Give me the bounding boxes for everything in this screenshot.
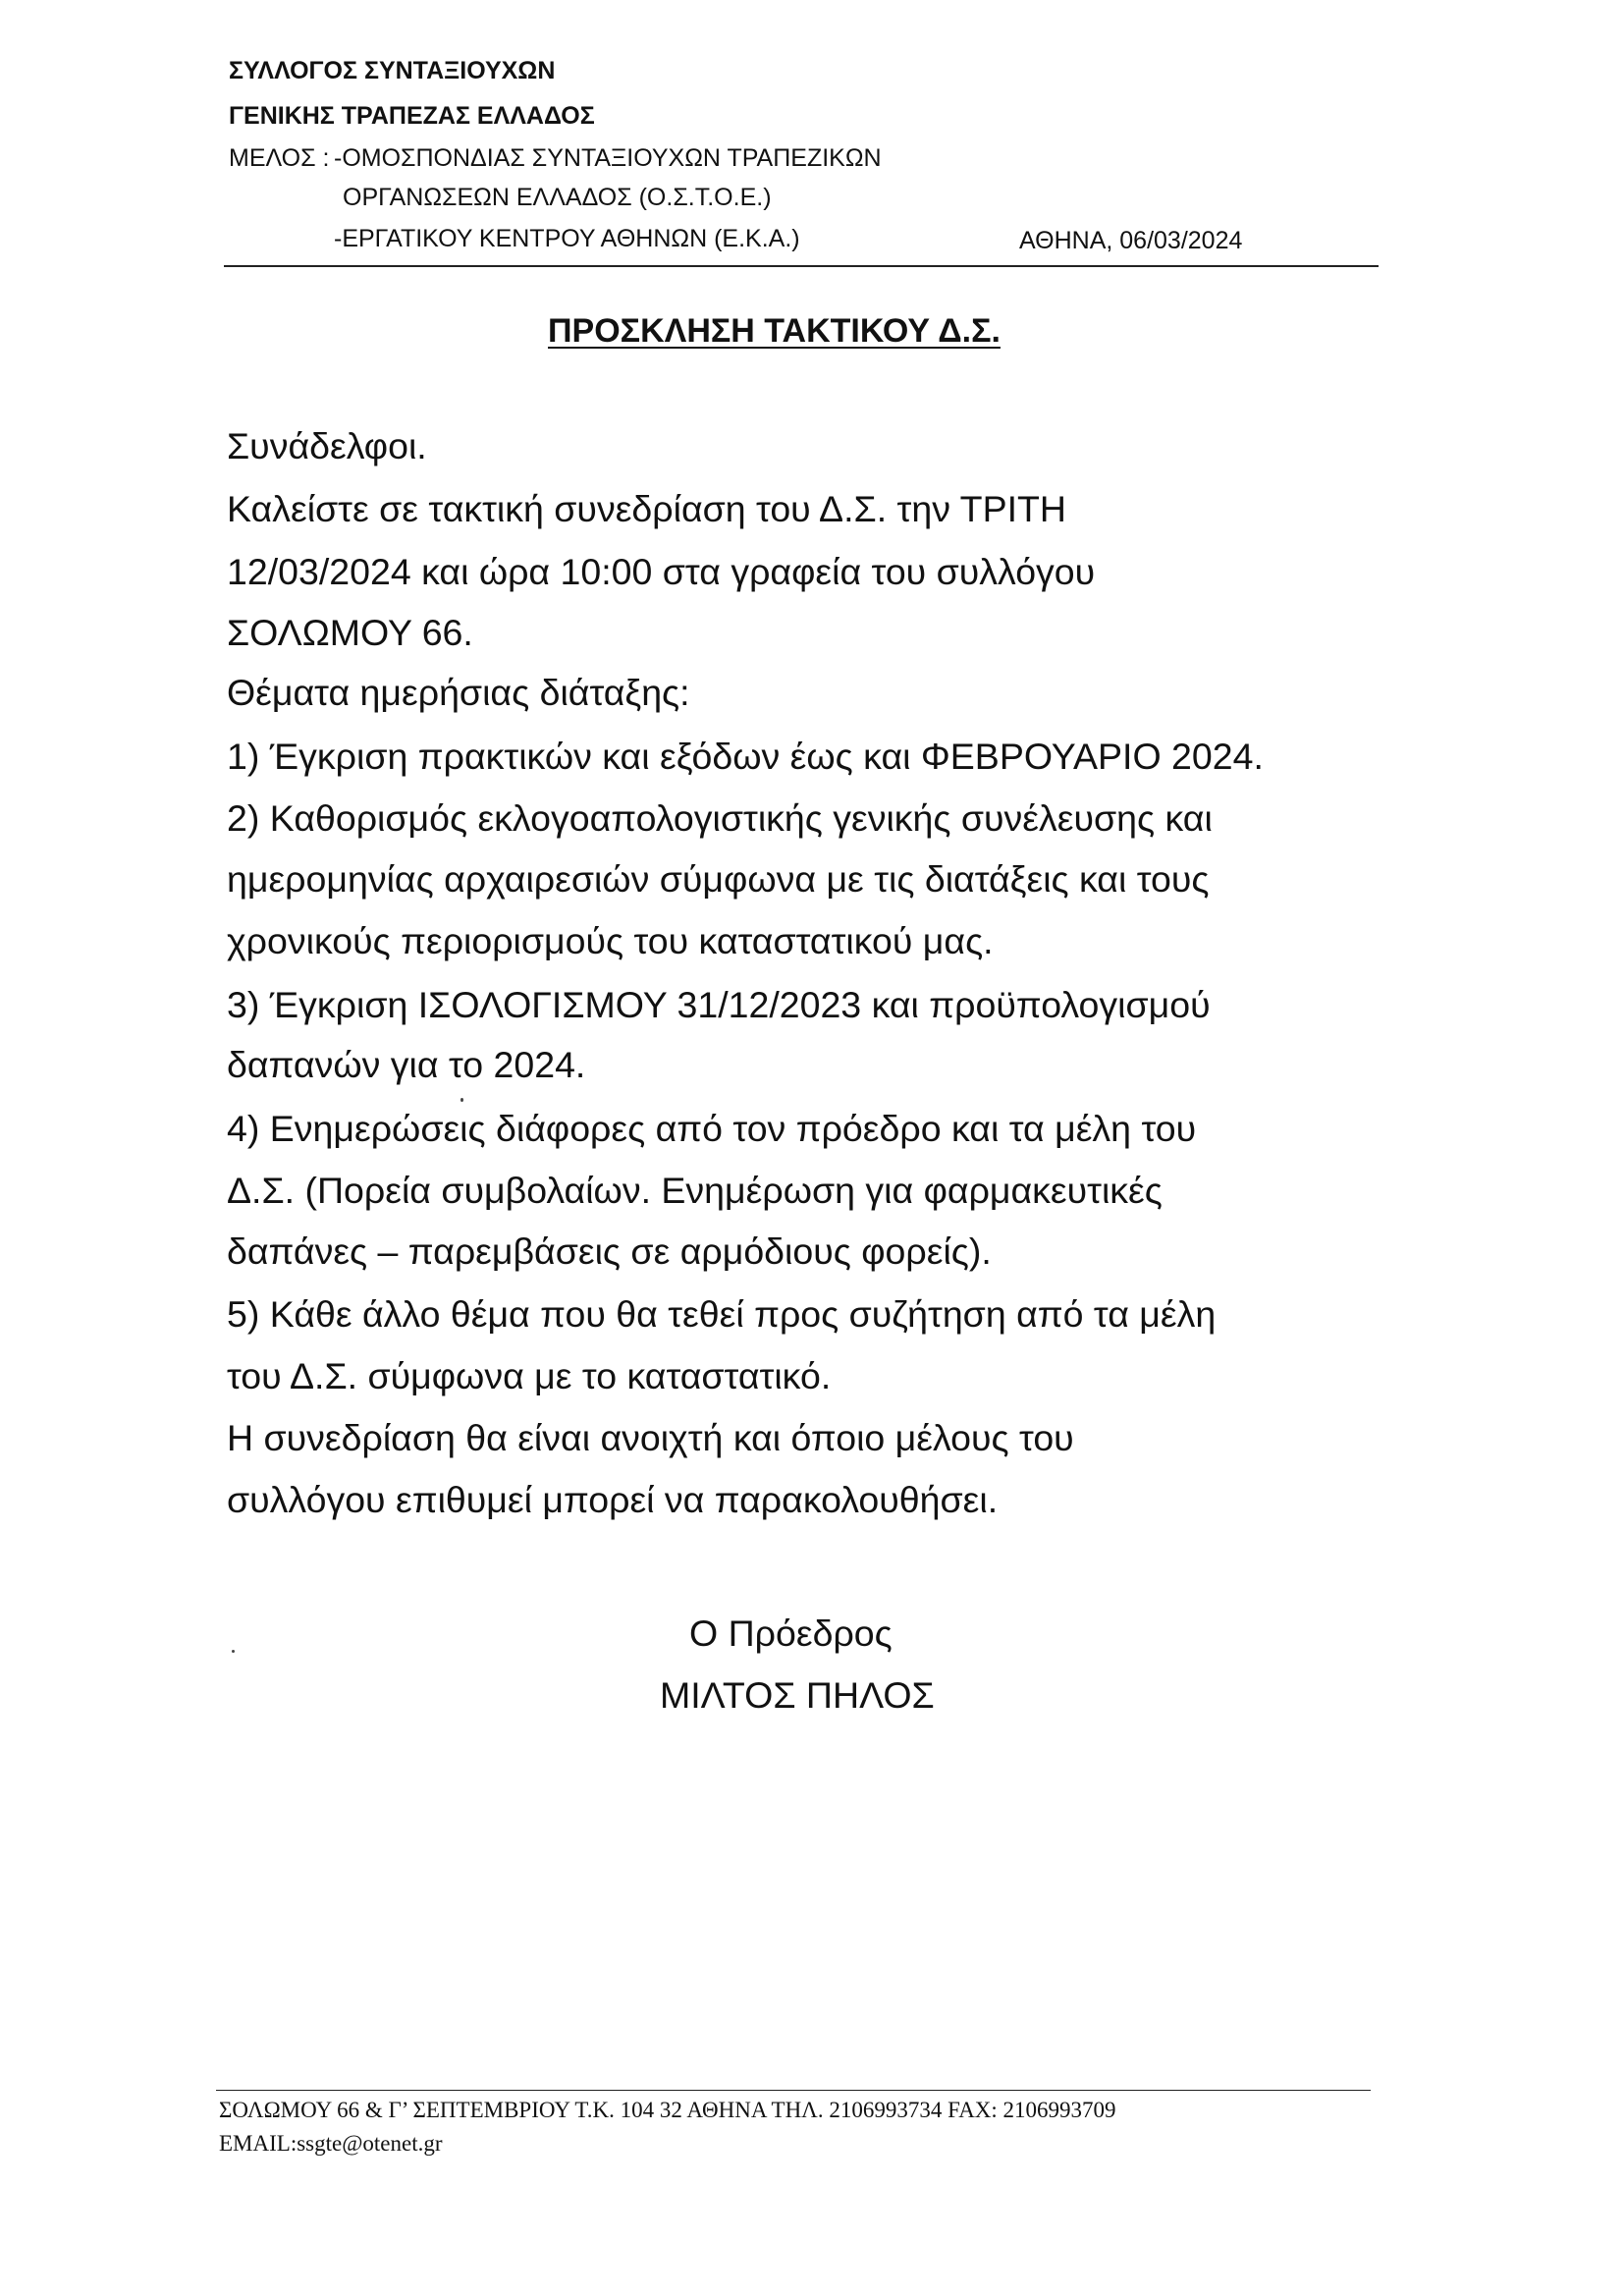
scan-speck	[460, 1098, 463, 1102]
agenda-item-continued: του Δ.Σ. σύμφωνα με το καταστατικό.	[227, 1355, 832, 1396]
signatory-name: ΜΙΛΤΟΣ ΠΗΛΟΣ	[660, 1674, 935, 1716]
footer-address: ΣΟΛΩΜΟΥ 66 & Γ’ ΣΕΠΤΕΜΒΡΙΟΥ Τ.Κ. 104 32 ΑΘΗΝΑ ΤΗΛ. 2106993734 FAX: 2106993709	[219, 2098, 1116, 2122]
scan-speck	[232, 1650, 235, 1653]
agenda-heading: Θέματα ημερήσιας διάταξης:	[227, 672, 690, 713]
member-organization-1-continued: ΟΡΓΑΝΩΣΕΩΝ ΕΛΛΑΔΟΣ (Ο.Σ.Τ.Ο.Ε.)	[343, 184, 772, 211]
member-organization-2: -ΕΡΓΑΤΙΚΟΥ ΚΕΝΤΡΟΥ ΑΘΗΝΩΝ (Ε.Κ.Α.)	[334, 225, 800, 252]
closing-line: Η συνεδρίαση θα είναι ανοιχτή και όποιο μέλους του	[227, 1417, 1074, 1458]
body-greeting: Συνάδελφοι.	[227, 425, 427, 466]
agenda-item: 5) Κάθε άλλο θέμα που θα τεθεί προς συζήτηση από τα μέλη	[227, 1293, 1217, 1335]
body-line: 12/03/2024 και ώρα 10:00 στα γραφεία του συλλόγου	[227, 551, 1096, 592]
agenda-item-continued: Δ.Σ. (Πορεία συμβολαίων. Ενημέρωση για φαρμακευτικές	[227, 1170, 1163, 1211]
agenda-item-continued: χρονικούς περιορισμούς του καταστατικού μας.	[227, 920, 994, 961]
body-line: Καλείστε σε τακτική συνεδρίαση του Δ.Σ. την ΤΡΙΤΗ	[227, 488, 1067, 529]
agenda-item: 1) Έγκριση πρακτικών και εξόδων έως και ΦΕΒΡΟΥΑΡΙΟ 2024.	[227, 736, 1264, 777]
agenda-item-continued: ημερομηνίας αρχαιρεσιών σύμφωνα με τις διατάξεις και τους	[227, 858, 1210, 900]
agenda-item: 4) Ενημερώσεις διάφορες από τον πρόεδρο και τα μέλη του	[227, 1108, 1197, 1149]
footer-divider	[216, 2090, 1371, 2091]
signatory-title: Ο Πρόεδρος	[689, 1613, 893, 1654]
header-divider	[224, 265, 1379, 267]
agenda-item-continued: δαπανών για το 2024.	[227, 1044, 586, 1085]
organization-name-line2: ΓΕΝΙΚΗΣ ΤΡΑΠΕΖΑΣ ΕΛΛΑΔΟΣ	[229, 102, 595, 130]
document-date: ΑΘΗΝΑ, 06/03/2024	[1019, 227, 1243, 254]
member-label: ΜΕΛΟΣ :	[229, 144, 330, 172]
footer-email: EMAIL:ssgte@otenet.gr	[219, 2131, 443, 2156]
member-organization-1: -ΟΜΟΣΠΟΝΔΙΑΣ ΣΥΝΤΑΞΙΟΥΧΩΝ ΤΡΑΠΕΖΙΚΩΝ	[334, 144, 882, 172]
agenda-item-continued: δαπάνες – παρεμβάσεις σε αρμόδιους φορείς).	[227, 1230, 992, 1272]
document-title: ΠΡΟΣΚΛΗΣΗ ΤΑΚΤΙΚΟΥ Δ.Σ.	[548, 312, 1001, 350]
agenda-item: 3) Έγκριση ΙΣΟΛΟΓΙΣΜΟΥ 31/12/2023 και προϋπολογισμού	[227, 984, 1211, 1025]
agenda-item: 2) Καθορισμός εκλογοαπολογιστικής γενικής συνέλευσης και	[227, 797, 1213, 839]
closing-line: συλλόγου επιθυμεί μπορεί να παρακολουθήσει.	[227, 1479, 999, 1520]
organization-name-line1: ΣΥΛΛΟΓΟΣ ΣΥΝΤΑΞΙΟΥΧΩΝ	[229, 57, 556, 84]
body-line: ΣΟΛΩΜΟΥ 66.	[227, 612, 473, 653]
